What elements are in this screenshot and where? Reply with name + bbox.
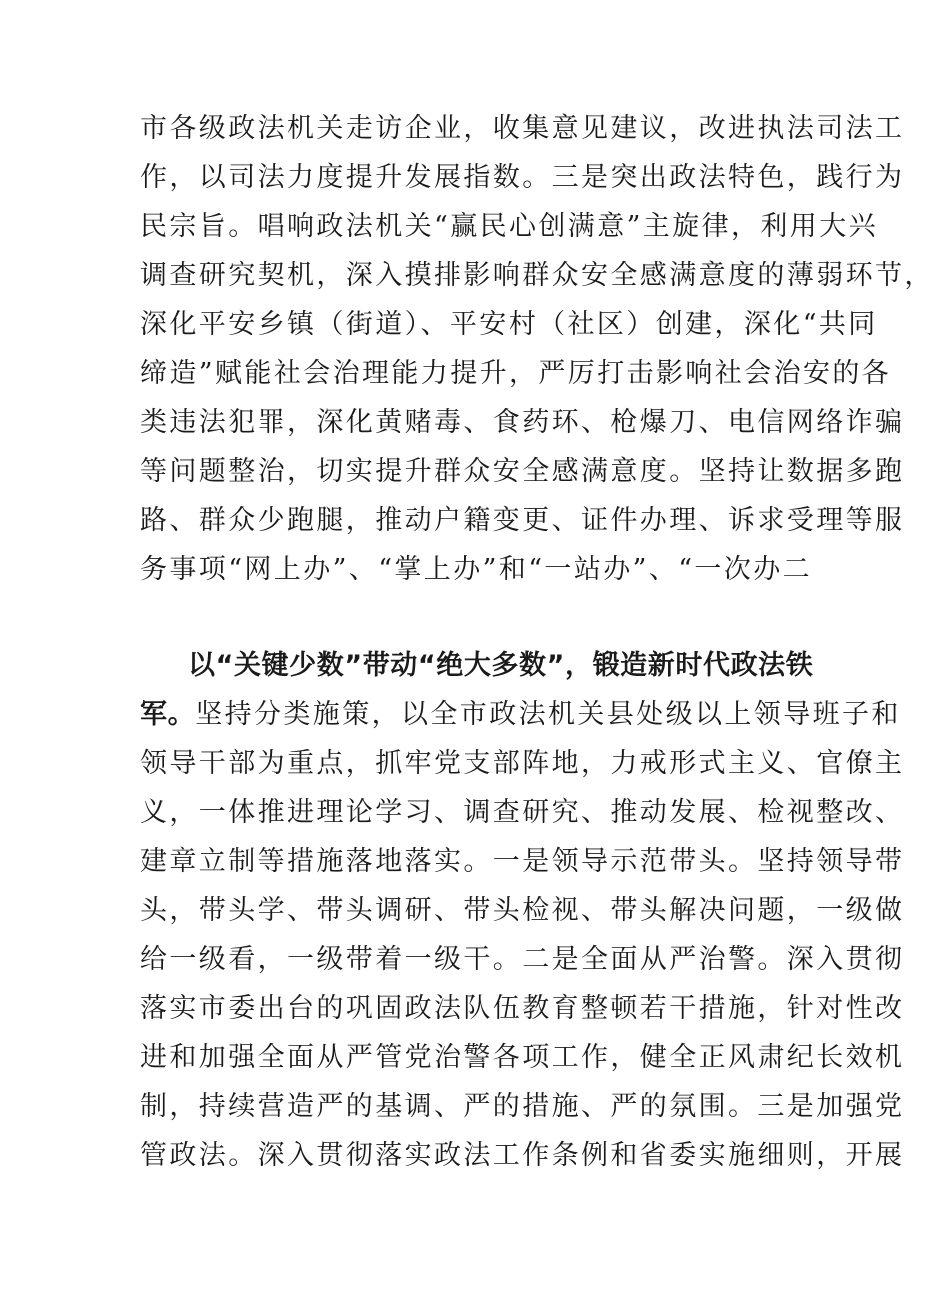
text-line: 民宗旨。唱响政法机关“赢民心创满意”主旋律，利用大兴 [140,211,879,242]
text-line: 作，以司法力度提升发展指数。三是突出政法特色，践行为 [140,162,905,193]
text-line: 进和加强全面从严管党治警各项工作，健全正风肃纪长效机 [140,1042,905,1073]
text-line: 调查研究契机，深入摸排影响群众安全感满意度的薄弱环节， [140,260,934,291]
text-line: 给一级看，一级带着一级干。二是全面从严治警。深入贯彻 [140,944,905,975]
text-line: 务事项“网上办”、“掌上办”和“一站办”、“一次办二 [140,554,813,585]
text-line: 路、群众少跑腿，推动户籍变更、证件办理、诉求受理等服 [140,505,905,536]
text-line: 制，持续营造严的基调、严的措施、严的氛围。三是加强党 [140,1091,905,1122]
text-line: 领导干部为重点，抓牢党支部阵地，力戒形式主义、官僚主 [140,748,905,779]
text-line: 等问题整治，切实提升群众安全感满意度。坚持让数据多跑 [140,456,905,487]
text-line: 建章立制等措施落地落实。一是领导示范带头。坚持领导带 [140,846,905,877]
text-line: 义，一体推进理论学习、调查研究、推动发展、检视整改、 [140,797,905,828]
section-heading: 以“关键少数”带动“绝大多数”，锻造新时代政法铁 [188,650,814,681]
text-line: 深化平安乡镇（街道）、平安村（社区）创建，深化“共同 [140,309,878,340]
text-span: 坚持分类施策，以全市政法机关县处级以上领导班子和 [195,699,901,730]
text-line: 类违法犯罪，深化黄赌毒、食药环、枪爆刀、电信网络诈骗 [140,407,905,438]
section-heading-end: 军。 [140,699,196,730]
text-line: 管政法。深入贯彻落实政法工作条例和省委实施细则，开展 [140,1140,905,1171]
text-line [140,691,901,739]
text-line: 缔造”赋能社会治理能力提升，严厉打击影响社会治安的各 [140,358,892,389]
text-line: 落实市委出台的巩固政法队伍教育整顿若干措施，针对性改 [140,993,905,1024]
text-line: 市各级政法机关走访企业，收集意见建议，改进执法司法工 [140,113,905,144]
text-line: 头，带头学、带头调研、带头检视、带头解决问题，一级做 [140,895,905,926]
